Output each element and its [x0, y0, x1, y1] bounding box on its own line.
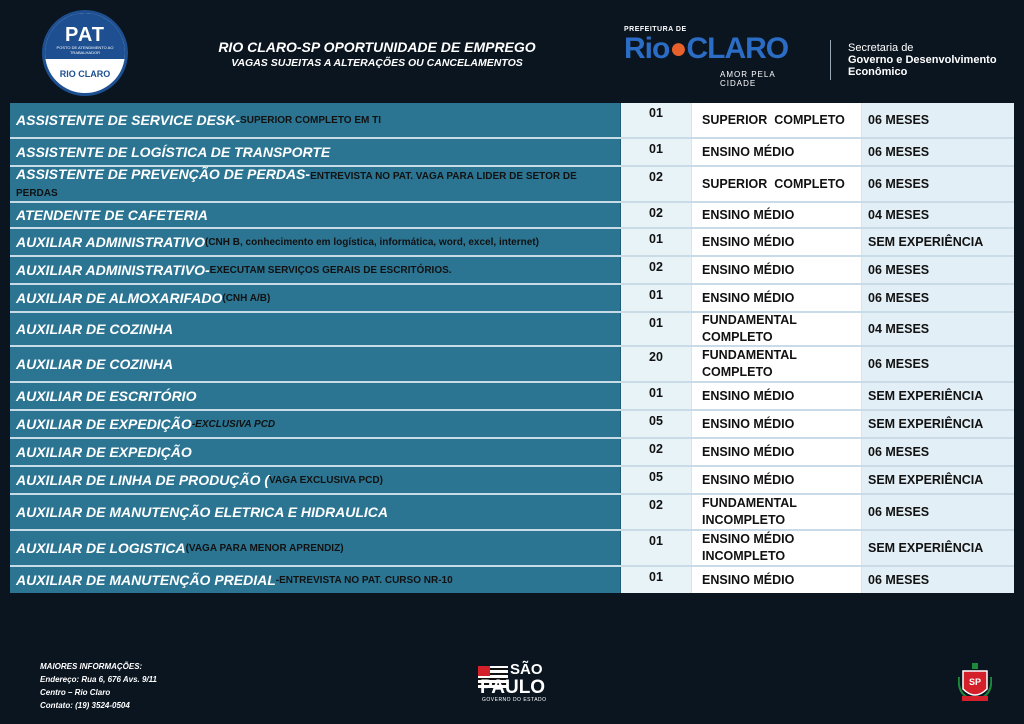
job-title-text: ASSISTENTE DE PREVENÇÃO DE PERDAS- [16, 166, 311, 182]
job-education: FUNDAMENTAL INCOMPLETO [691, 495, 861, 529]
job-qty: 01 [621, 139, 691, 165]
job-title-text: AUXILIAR DE MANUTENÇÃO PREDIAL [16, 572, 276, 588]
job-title-text: AUXILIAR DE ESCRITÓRIO [16, 388, 197, 404]
job-education: ENSINO MÉDIO [691, 411, 861, 437]
job-education: ENSINO MÉDIO INCOMPLETO [691, 531, 861, 565]
job-education: ENSINO MÉDIO [691, 439, 861, 465]
job-experience: 06 MESES [861, 285, 1014, 311]
job-title-text: AUXILIAR DE EXPEDIÇÃO [16, 416, 192, 432]
job-row [10, 313, 1014, 347]
job-row [10, 285, 1014, 313]
job-qty: 01 [621, 103, 691, 137]
job-row [10, 257, 1014, 285]
job-qty: 01 [621, 285, 691, 311]
coat-of-arms-icon [958, 663, 992, 703]
job-experience: SEM EXPERIÊNCIA [861, 383, 1014, 409]
job-title-text: AUXILIAR DE MANUTENÇÃO ELETRICA E HIDRAULICA [16, 504, 389, 520]
secretaria-label [848, 42, 997, 78]
job-experience: 04 MESES [861, 313, 1014, 345]
job-title [10, 313, 621, 345]
job-education: ENSINO MÉDIO [691, 285, 861, 311]
job-row [10, 167, 1014, 203]
job-title-text: AUXILIAR DE COZINHA [16, 356, 174, 372]
job-qty: 02 [621, 203, 691, 227]
job-title-text: AUXILIAR ADMINISTRATIVO [16, 234, 205, 250]
job-row [10, 495, 1014, 531]
job-qty: 01 [621, 313, 691, 345]
job-note: (CNH B, conhecimento em logística, informática, word, excel, internet) [205, 236, 539, 248]
job-title-text: AUXILIAR DE LOGISTICA [16, 540, 186, 556]
job-title [10, 567, 621, 593]
job-row [10, 383, 1014, 411]
job-note: SUPERIOR COMPLETO EM TI [240, 114, 381, 126]
job-row [10, 203, 1014, 229]
job-education: ENSINO MÉDIO [691, 567, 861, 593]
page-title-line1: RIO CLARO-SP OPORTUNIDADE DE EMPREGO [218, 39, 536, 55]
header-divider [830, 40, 831, 80]
job-title-text: AUXILIAR ADMINISTRATIVO- [16, 262, 210, 278]
sp-logo-gov: GOVERNO DO ESTADO [482, 697, 547, 703]
job-experience: 06 MESES [861, 103, 1014, 137]
job-title-text: AUXILIAR DE EXPEDIÇÃO [16, 444, 192, 460]
job-title [10, 347, 621, 381]
job-education: SUPERIOR COMPLETO [691, 167, 861, 201]
secretaria-line2: Governo e Desenvolvimento [848, 54, 997, 66]
job-qty: 02 [621, 495, 691, 529]
job-note: ENTREVISTA NO PAT. VAGA PARA LIDER DE SETOR DE PERDAS [16, 171, 577, 199]
job-title [10, 467, 621, 493]
job-education: ENSINO MÉDIO [691, 229, 861, 255]
job-note: (CNH A/B) [222, 292, 271, 304]
job-row [10, 439, 1014, 467]
job-row [10, 347, 1014, 383]
job-education: ENSINO MÉDIO [691, 139, 861, 165]
job-note: -EXCLUSIVA PCD [191, 418, 276, 430]
job-title [10, 383, 621, 409]
pat-logo-city: RIO CLARO [59, 69, 111, 79]
job-note: (VAGA PARA MENOR APRENDIZ) [185, 542, 344, 554]
job-row [10, 411, 1014, 439]
job-education: ENSINO MÉDIO [691, 203, 861, 227]
job-title [10, 495, 621, 529]
job-experience: 06 MESES [861, 495, 1014, 529]
job-education: SUPERIOR COMPLETO [691, 103, 861, 137]
secretaria-line3: Econômico [848, 66, 908, 78]
job-title [10, 139, 621, 165]
job-qty: 01 [621, 531, 691, 565]
pat-logo-word: PAT [64, 24, 106, 46]
job-qty: 01 [621, 229, 691, 255]
brasao-text: SP [968, 677, 982, 687]
prefeitura-name [624, 33, 814, 65]
job-experience: SEM EXPERIÊNCIA [861, 411, 1014, 437]
sp-logo-sao: SÃO [510, 661, 543, 678]
pat-logo [42, 10, 128, 96]
job-qty: 02 [621, 439, 691, 465]
job-qty: 05 [621, 467, 691, 493]
job-qty: 02 [621, 167, 691, 201]
job-title-text: ASSISTENTE DE SERVICE DESK- [16, 112, 241, 128]
job-qty: 01 [621, 567, 691, 593]
job-experience: 06 MESES [861, 347, 1014, 381]
rio-claro-logo [624, 26, 814, 88]
job-experience: 04 MESES [861, 203, 1014, 227]
job-title-text: AUXILIAR DE LINHA DE PRODUÇÃO ( [16, 472, 270, 488]
map-pin-icon: ● [669, 32, 687, 65]
job-qty: 20 [621, 347, 691, 381]
job-title [10, 285, 621, 311]
job-title-text: AUXILIAR DE COZINHA [16, 321, 174, 337]
job-note: -ENTREVISTA NO PAT. CURSO NR-10 [275, 574, 453, 586]
contact-info [40, 660, 157, 712]
job-row [10, 139, 1014, 167]
job-experience: SEM EXPERIÊNCIA [861, 531, 1014, 565]
job-experience: 06 MESES [861, 567, 1014, 593]
sp-logo-paulo: PAULO [480, 677, 546, 698]
job-qty: 05 [621, 411, 691, 437]
job-experience: 06 MESES [861, 167, 1014, 201]
info-district: Centro – Rio Claro [40, 688, 111, 697]
pat-logo-subtitle: POSTO DE ATENDIMENTO AO TRABALHADOR [56, 45, 114, 55]
pat-logo-top [45, 13, 125, 59]
job-experience: 06 MESES [861, 439, 1014, 465]
job-title [10, 411, 621, 437]
prefeitura-name-claro: CLARO [686, 32, 789, 65]
page-title-line2: VAGAS SUJEITAS A ALTERAÇÕES OU CANCELAMENTOS [231, 57, 523, 69]
job-row [10, 229, 1014, 257]
job-row [10, 531, 1014, 567]
job-note: EXECUTAM SERVIÇOS GERAIS DE ESCRITÓRIOS. [209, 264, 452, 276]
job-title [10, 203, 621, 227]
job-education: FUNDAMENTAL COMPLETO [691, 313, 861, 345]
job-experience: 06 MESES [861, 139, 1014, 165]
job-row [10, 103, 1014, 139]
prefeitura-label: PREFEITURA DE [624, 26, 687, 33]
secretaria-line1: Secretaria de [848, 42, 914, 54]
job-education: FUNDAMENTAL COMPLETO [691, 347, 861, 381]
info-address: Endereço: Rua 6, 676 Avs. 9/11 [40, 675, 157, 684]
info-contact: Contato: (19) 3524-0504 [40, 701, 130, 710]
job-title [10, 439, 621, 465]
job-row [10, 467, 1014, 495]
prefeitura-name-rio: Rio [624, 32, 670, 65]
job-title [10, 103, 621, 137]
job-education: ENSINO MÉDIO [691, 383, 861, 409]
job-title [10, 229, 621, 255]
job-education: ENSINO MÉDIO [691, 257, 861, 283]
job-title [10, 531, 621, 565]
prefeitura-slogan: AMOR PELA CIDADE [720, 70, 776, 88]
job-qty: 02 [621, 257, 691, 283]
job-experience: SEM EXPERIÊNCIA [861, 467, 1014, 493]
job-title-text: ASSISTENTE DE LOGÍSTICA DE TRANSPORTE [16, 144, 331, 160]
job-title [10, 167, 621, 201]
job-title-text: ATENDENTE DE CAFETERIA [16, 207, 208, 223]
job-note: VAGA EXCLUSIVA PCD) [269, 474, 383, 486]
job-title-text: AUXILIAR DE ALMOXARIFADO [16, 290, 223, 306]
page-title [212, 38, 542, 70]
info-title: MAIORES INFORMAÇÕES: [40, 662, 143, 671]
job-experience: 06 MESES [861, 257, 1014, 283]
job-qty: 01 [621, 383, 691, 409]
sao-paulo-logo [478, 660, 554, 706]
job-experience: SEM EXPERIÊNCIA [861, 229, 1014, 255]
job-table [10, 103, 1014, 593]
job-education: ENSINO MÉDIO [691, 467, 861, 493]
job-row [10, 567, 1014, 593]
job-title [10, 257, 621, 283]
